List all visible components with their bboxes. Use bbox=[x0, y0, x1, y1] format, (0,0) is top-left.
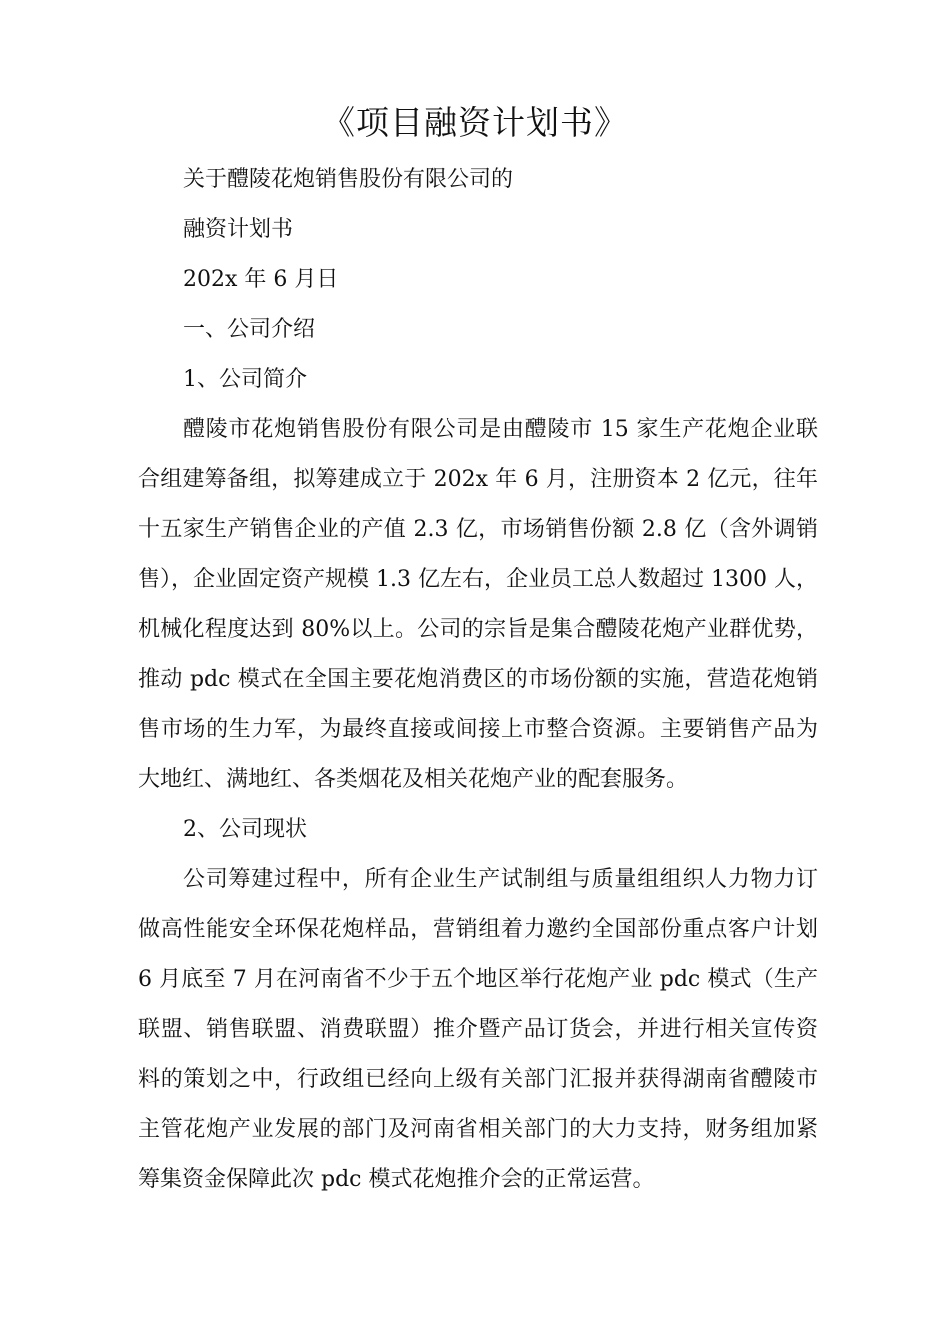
about-line: 关于醴陵花炮销售股份有限公司的 bbox=[183, 167, 514, 192]
section-heading-company-intro: 一、公司介绍 bbox=[183, 317, 316, 342]
paragraph-company-status: 公司筹建过程中，所有企业生产试制组与质量组组织人力物力订做高性能安全环保花炮样品，营销组着力邀约全国部份重点客户计划 6 月底至 7 月在河南省不少于五个地区举行花炮产业 pdc 模式（生产联盟、销售联盟、消费联盟）推介暨产品订货会，并进行相关宣传资料的策划之中，行政组已经向上级有关部门汇报并获得湖南省醴陵市主管花炮产业发展的部门及河南省相关部门的大力支持，财务组加紧筹集资金保障此次 pdc 模式花炮推介会的正常运营。 bbox=[138, 867, 818, 1192]
subsection-heading-company-profile: 1、公司简介 bbox=[183, 367, 307, 392]
subtitle-line: 融资计划书 bbox=[183, 217, 294, 242]
document-title: 《项目融资计划书》 bbox=[322, 103, 628, 142]
subsection-heading-company-status: 2、公司现状 bbox=[183, 817, 307, 842]
date-line: 202x 年 6 月日 bbox=[183, 267, 339, 292]
paragraph-company-profile: 醴陵市花炮销售股份有限公司是由醴陵市 15 家生产花炮企业联合组建筹备组，拟筹建成立于 202x 年 6 月，注册资本 2 亿元，往年十五家生产销售企业的产值 2.3 亿，市场销售份额 2.8 亿（含外调销售），企业固定资产规模 1.3 亿左右，企业员工总人数超过 1300 人，机械化程度达到 80%以上。公司的宗旨是集合醴陵花炮产业群优势，推动 pdc 模式在全国主要花炮消费区的市场份额的实施，营造花炮销售市场的生力军，为最终直接或间接上市整合资源。主要销售产品为大地红、满地红、各类烟花及相关花炮产业的配套服务。 bbox=[138, 417, 818, 792]
document-body bbox=[138, 155, 818, 1205]
